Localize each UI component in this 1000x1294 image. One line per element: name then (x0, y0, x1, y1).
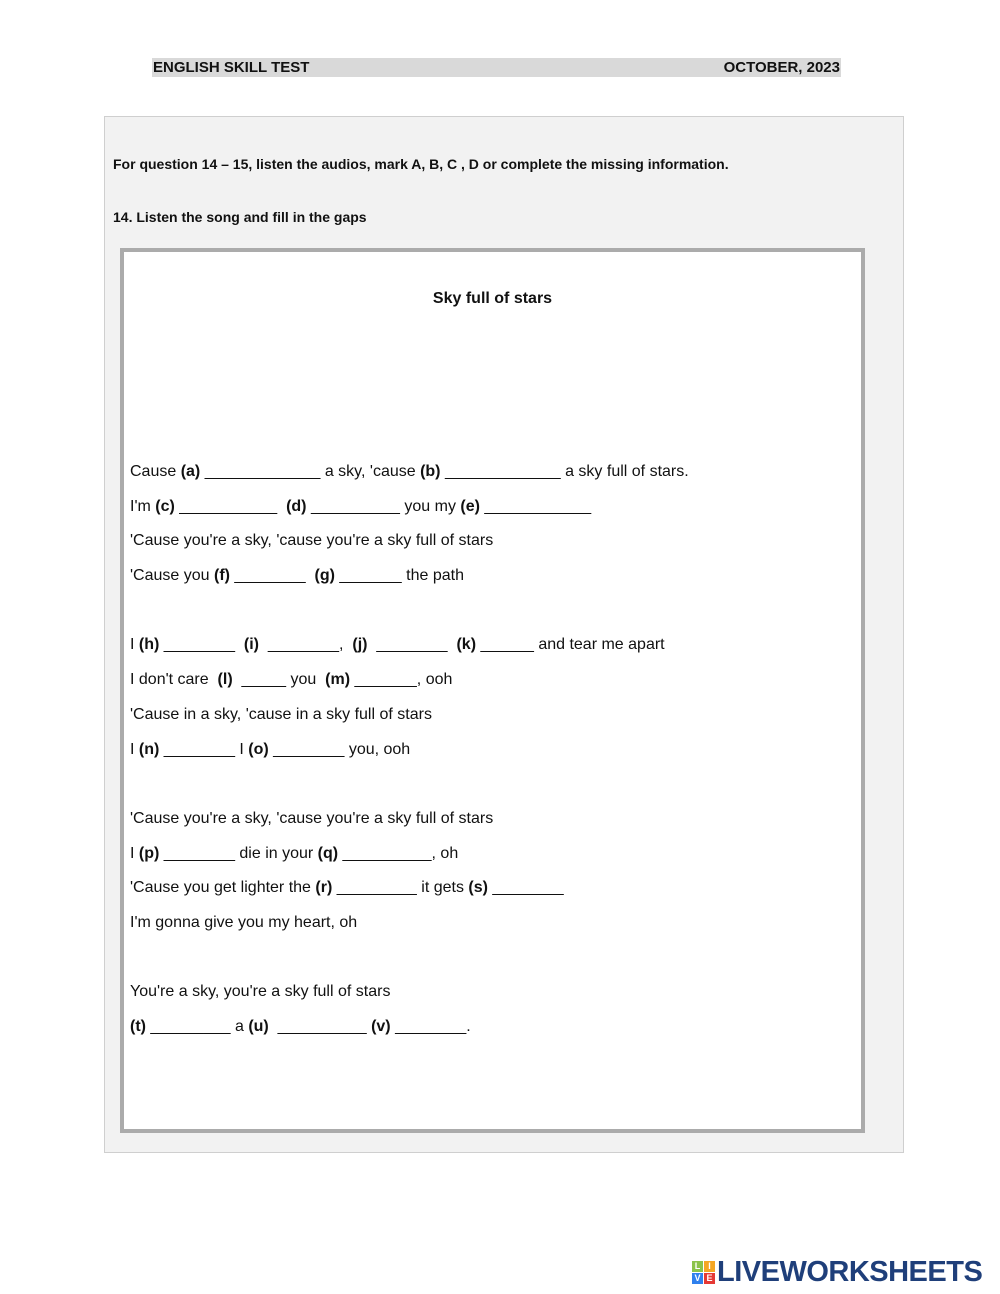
lyric-line (130, 566, 689, 601)
lyric-line (130, 462, 689, 497)
lyric-text: ________ you, ooh (268, 740, 411, 758)
lyric-text: I (130, 844, 139, 862)
gap-label: (n) (138, 740, 160, 758)
lyric-line (130, 740, 689, 775)
gap-label: (e) (460, 497, 480, 515)
lyric-text: ________ (487, 879, 564, 897)
lyric-text: _____________ a sky, 'cause (200, 463, 421, 480)
gap-label: (q) (317, 844, 339, 862)
lyric-line (130, 774, 689, 809)
gap-label: (a) (180, 463, 201, 480)
lyrics-box (120, 248, 865, 1133)
lyric-text: _________ it gets (332, 879, 469, 897)
lyric-text: I'm (130, 497, 156, 515)
lyric-line (130, 497, 689, 532)
logo-tile: V (692, 1273, 703, 1284)
gap-label: (k) (456, 636, 477, 654)
lyric-text: I'm gonna give you my heart, oh (130, 913, 358, 931)
gap-label: (v) (371, 1018, 391, 1035)
lyric-text: 'Cause you're a sky, 'cause you're a sky full of stars (130, 532, 494, 550)
lyric-text: I (130, 740, 139, 758)
lyric-text: ________ (229, 567, 315, 585)
lyric-text: __________ you my (306, 497, 461, 515)
logo-tiles-icon (692, 1261, 715, 1284)
lyric-line (130, 948, 689, 983)
gap-label: (j) (352, 636, 368, 654)
gap-label: (s) (468, 879, 488, 897)
lyric-text: _____ you (232, 671, 326, 689)
gap-label: (u) (248, 1018, 269, 1035)
lyric-text: ________ I (159, 740, 249, 758)
lyric-text: ___________ (174, 497, 287, 515)
lyric-text: Cause (130, 463, 181, 480)
lyric-text: 'Cause you're a sky, 'cause you're a sky full of stars (130, 809, 494, 827)
lyric-text: __________ (268, 1018, 372, 1035)
lyric-line (130, 913, 689, 948)
lyric-line (130, 878, 689, 913)
test-title: ENGLISH SKILL TEST (153, 59, 310, 76)
header-bar (152, 58, 841, 77)
gap-label: (g) (314, 567, 335, 585)
question-14-prompt: 14. Listen the song and fill in the gaps (113, 209, 367, 225)
lyric-line (130, 601, 689, 636)
lyric-line (130, 844, 689, 879)
gap-label: (f) (214, 567, 230, 585)
lyric-text: ____________ (479, 497, 592, 515)
lyric-text: __________, oh (338, 844, 459, 862)
lyric-text: _________ a (145, 1018, 249, 1035)
lyric-text: _______ the path (334, 567, 464, 585)
lyric-text: I (130, 636, 139, 654)
test-date: OCTOBER, 2023 (723, 59, 840, 76)
lyric-text: ________. (390, 1018, 471, 1035)
gap-label: (m) (325, 671, 351, 689)
gap-label: (h) (138, 636, 160, 654)
lyric-text: ________ (367, 636, 457, 654)
lyric-text: You're a sky, you're a sky full of stars (130, 983, 391, 1001)
lyric-text: _____________ a sky full of stars. (440, 463, 689, 480)
logo-text: LIVEWORKSHEETS (717, 1256, 983, 1288)
gap-label: (r) (315, 879, 333, 897)
gap-label: (l) (217, 671, 233, 689)
logo-tile: E (704, 1273, 715, 1284)
logo-tile: I (704, 1261, 715, 1272)
lyrics (130, 462, 689, 1052)
lyric-text: _______, ooh (350, 671, 453, 689)
lyric-text: ________, (258, 636, 353, 654)
lyric-line (130, 635, 689, 670)
lyric-line (130, 1017, 689, 1052)
lyric-line (130, 809, 689, 844)
lyric-line (130, 670, 689, 705)
lyric-text: 'Cause in a sky, 'cause in a sky full of stars (130, 705, 432, 723)
lyric-text: 'Cause you get lighter the (130, 879, 316, 897)
gap-label: (o) (248, 740, 269, 758)
lyric-line (130, 531, 689, 566)
lyric-text: ________ die in your (159, 844, 318, 862)
gap-label: (c) (155, 497, 175, 515)
lyric-text: 'Cause you (130, 567, 214, 585)
gap-label: (i) (243, 636, 259, 654)
gap-label: (b) (420, 463, 441, 480)
lyric-text: I don't care (130, 671, 218, 689)
lyric-text: ________ (159, 636, 244, 654)
logo-tile: L (692, 1261, 703, 1272)
gap-label: (p) (138, 844, 160, 862)
instruction-text: For question 14 – 15, listen the audios, mark A, B, C , D or complete the missing information. (113, 156, 729, 172)
gap-label: (t) (130, 1018, 146, 1035)
song-title: Sky full of stars (432, 290, 553, 307)
lyric-line (130, 705, 689, 740)
liveworksheets-logo (692, 1256, 982, 1289)
gap-label: (d) (286, 497, 307, 515)
lyric-text: ______ and tear me apart (476, 636, 665, 654)
lyric-line (130, 982, 689, 1017)
